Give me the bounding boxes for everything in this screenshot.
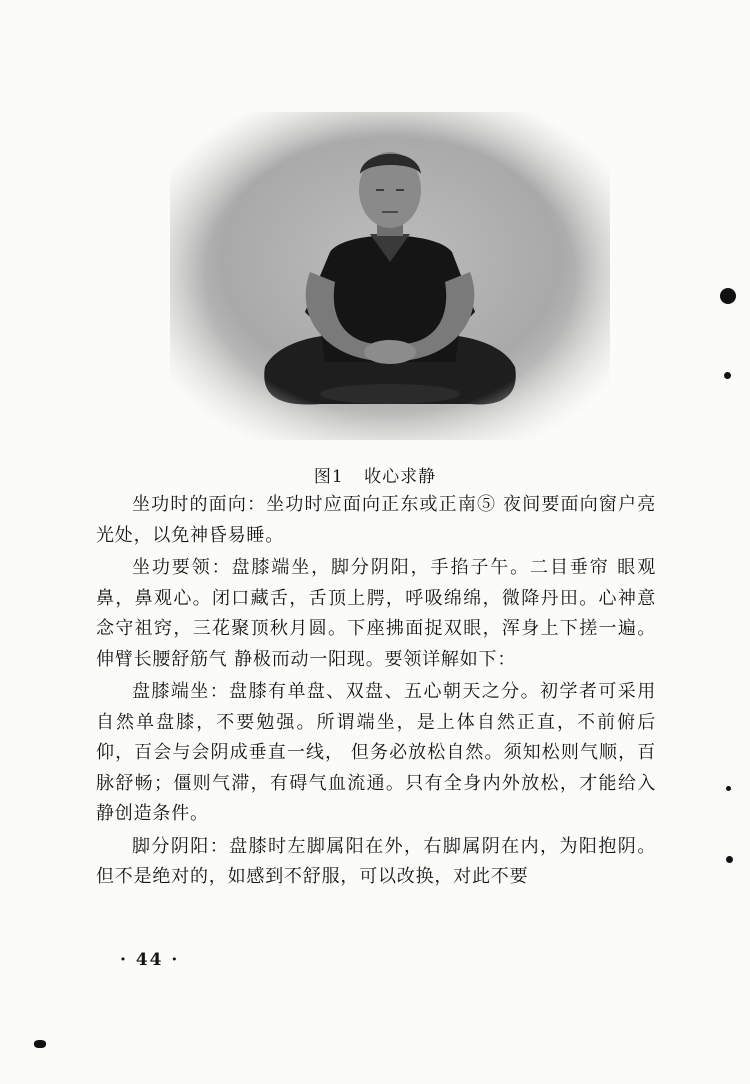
- scan-speck: [724, 372, 731, 379]
- figure-caption: [0, 462, 750, 487]
- meditation-photo: [170, 112, 610, 440]
- body-text: [96, 490, 656, 895]
- page-number: · 44 ·: [120, 950, 180, 970]
- paragraph-cross-legged-sitting: 盘膝端坐：盘膝有单盘、双盘、五心朝天之分。初学者可采用自然单盘膝，不要勉强。所谓端坐，是上体自然正直，不前俯后仰，百会与会阴成垂直一线， 但务必放松自然。须知松则气顺，百脉舒畅；僵则气滞，有碍气血流通。只有全身内外放松，才能给入静创造条件。: [96, 681, 656, 824]
- scan-speck: [720, 288, 736, 304]
- paragraph-facing-direction: 坐功时的面向：坐功时应面向正东或正南⑤ 夜间要面向窗户亮光处，以免神昏易睡。: [96, 494, 656, 546]
- paragraph-feet-yin-yang: 脚分阴阳：盘膝时左脚属阳在外，右脚属阴在内，为阳抱阴。但不是绝对的，如感到不舒服，可以改换，对此不要: [96, 835, 656, 887]
- scan-speck: [34, 1040, 46, 1048]
- scan-speck: [726, 856, 733, 863]
- figure-number: 图1: [313, 467, 344, 487]
- scan-speck: [726, 786, 731, 791]
- figure-title: 收心求静: [364, 467, 437, 487]
- paragraph-key-points: 坐功要领：盘膝端坐，脚分阴阳，手掐子午。二目垂帘 眼观鼻，鼻观心。闭口藏舌，舌顶上腭，呼吸绵绵，微降丹田。心神意念守祖窍，三花聚顶秋月圆。下座拂面捉双眼，浑身上下搓一遍。伸臂长腰舒筋气 静极而动一阳现。要领详解如下：: [96, 557, 656, 670]
